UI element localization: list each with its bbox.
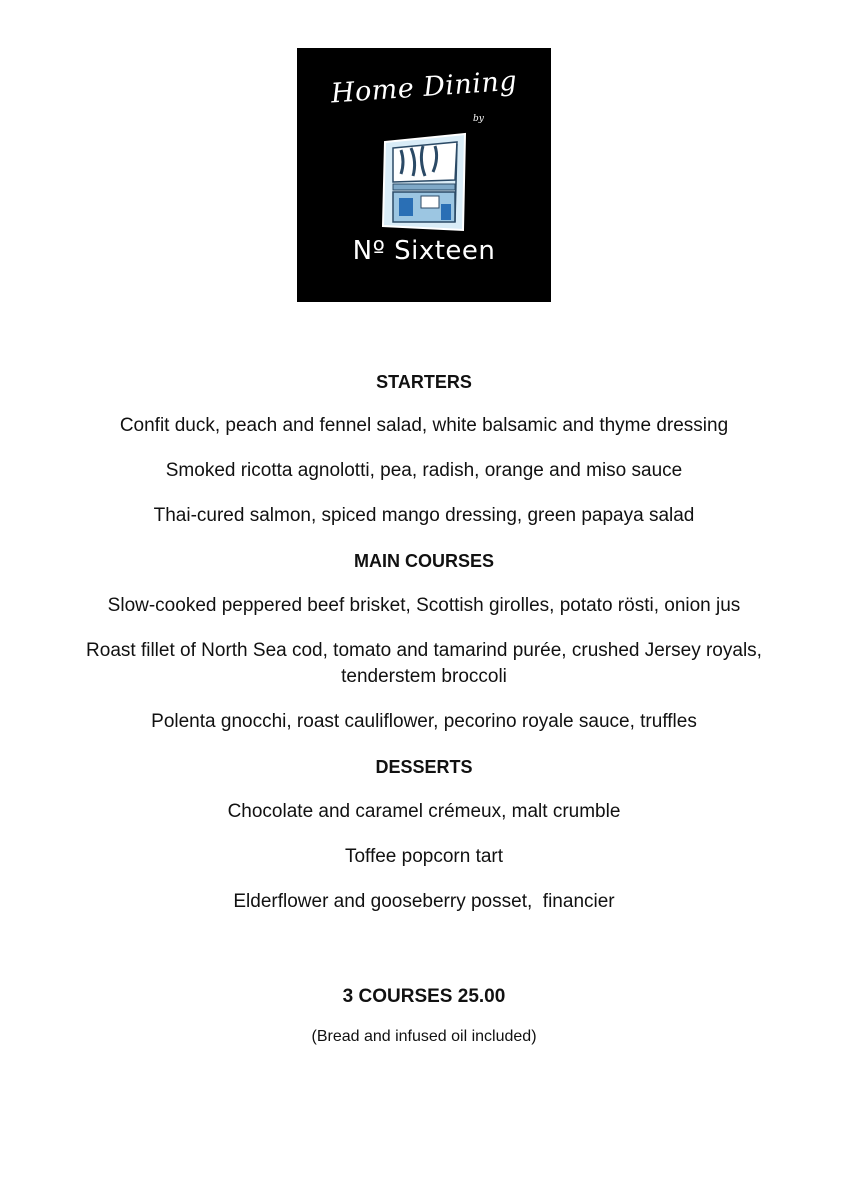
dish-starter-3: Thai-cured salmon, spiced mango dressing, green papaya salad	[153, 505, 695, 526]
logo-by: by	[473, 114, 484, 124]
dish-starter-1: Confit duck, peach and fennel salad, white balsamic and thyme dressing	[119, 415, 729, 436]
section-heading-main-courses: MAIN COURSES	[353, 551, 494, 571]
logo-brand: Nº Sixteen	[352, 236, 496, 266]
menu	[40, 369, 808, 915]
section-heading-desserts: DESSERTS	[375, 757, 473, 777]
dish-dessert-2: Toffee popcorn tart	[344, 846, 504, 867]
dish-main-3: Polenta gnocchi, roast cauliflower, pecorino royale sauce, truffles	[151, 711, 697, 732]
dish-main-2: Roast fillet of North Sea cod, tomato and tamarind purée, crushed Jersey royals, tenderstem broccoli	[86, 640, 762, 687]
dish-dessert-1: Chocolate and caramel crémeux, malt crumble	[227, 801, 621, 822]
window-illustration-icon	[379, 132, 471, 234]
logo-title: Home Dining	[329, 65, 519, 110]
dish-main-1: Slow-cooked peppered beef brisket, Scottish girolles, potato rösti, onion jus	[107, 595, 741, 616]
logo	[297, 48, 551, 302]
section-heading-starters: STARTERS	[376, 372, 472, 392]
dish-dessert-3: Elderflower and gooseberry posset, financier	[233, 891, 615, 912]
price: 3 COURSES 25.00	[342, 986, 506, 1007]
dish-starter-2: Smoked ricotta agnolotti, pea, radish, orange and miso sauce	[165, 460, 683, 481]
price-note: (Bread and infused oil included)	[311, 1028, 537, 1045]
